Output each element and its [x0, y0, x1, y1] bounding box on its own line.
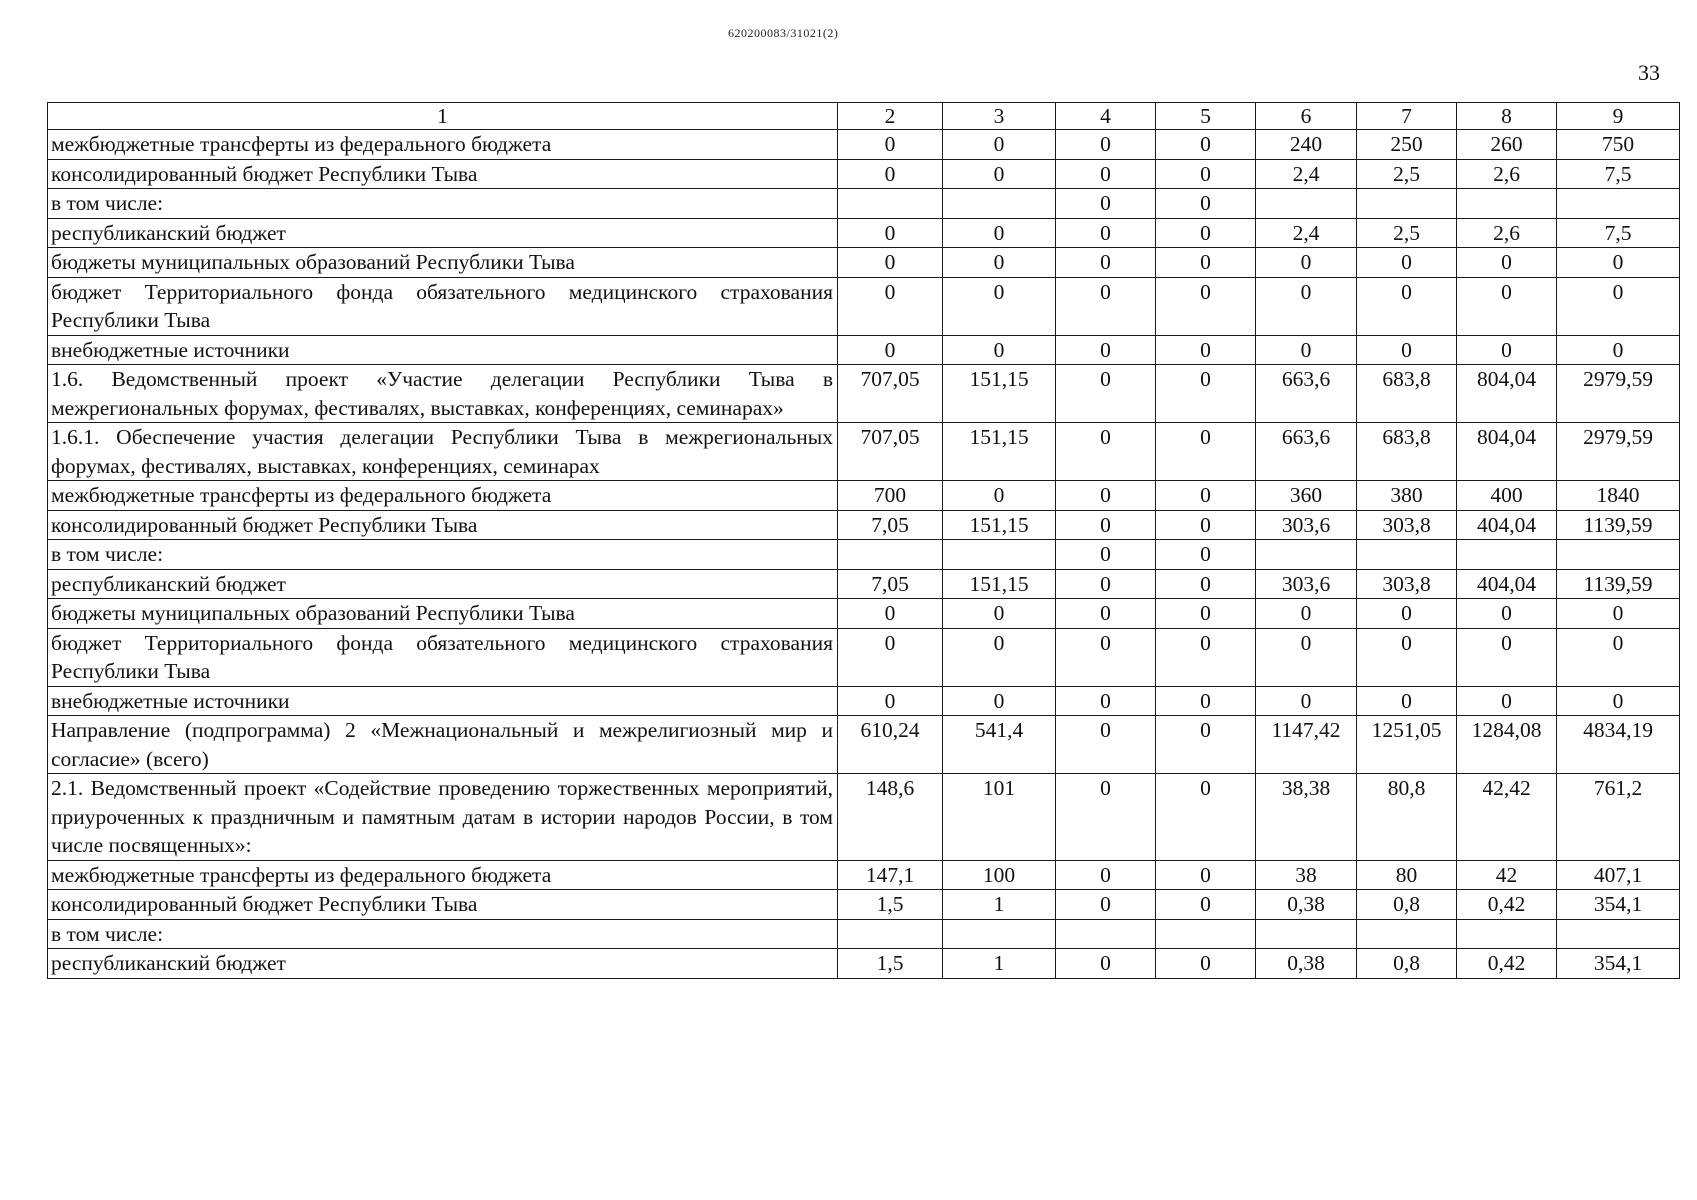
budget-table	[47, 102, 1680, 979]
table-body	[48, 103, 1680, 979]
table-row	[48, 189, 1680, 219]
value-cell: 0	[1256, 686, 1357, 716]
value-cell: 0	[1156, 189, 1256, 219]
value-cell: 0	[1056, 890, 1156, 920]
value-cell: 0	[1256, 628, 1357, 686]
value-cell: 0	[1557, 686, 1680, 716]
value-cell: 0	[1156, 628, 1256, 686]
row-label: консолидированный бюджет Республики Тыва	[48, 890, 838, 920]
value-cell	[1256, 919, 1357, 949]
row-label: консолидированный бюджет Республики Тыва	[48, 159, 838, 189]
value-cell: 0	[838, 335, 943, 365]
value-cell: 0	[943, 159, 1056, 189]
value-cell	[1357, 189, 1457, 219]
value-cell: 0	[1156, 277, 1256, 335]
value-cell: 0	[838, 159, 943, 189]
value-cell: 0	[1156, 365, 1256, 423]
value-cell: 0	[1357, 335, 1457, 365]
value-cell: 683,8	[1357, 423, 1457, 481]
value-cell: 151,15	[943, 569, 1056, 599]
table-row	[48, 628, 1680, 686]
value-cell: 0	[1557, 335, 1680, 365]
value-cell: 0,42	[1457, 890, 1557, 920]
value-cell: 0	[1357, 277, 1457, 335]
value-cell: 0	[1056, 599, 1156, 629]
value-cell: 0	[1156, 130, 1256, 160]
row-label: 1.6. Ведомственный проект «Участие делегации Республики Тыва в межрегиональных форумах, фестивалях, выставках, конференциях, семинарах»	[48, 365, 838, 423]
row-label: 2.1. Ведомственный проект «Содействие проведению торжественных мероприятий, приуроченных к праздничным и памятным датам в истории народов России, в том числе посвященных»:	[48, 774, 838, 861]
column-header: 1	[48, 103, 838, 130]
value-cell: 707,05	[838, 365, 943, 423]
value-cell: 750	[1557, 130, 1680, 160]
table-row	[48, 774, 1680, 861]
value-cell: 0	[838, 686, 943, 716]
value-cell: 804,04	[1457, 365, 1557, 423]
column-header: 4	[1056, 103, 1156, 130]
row-label: Направление (подпрограмма) 2 «Межнациональный и межрелигиозный мир и согласие» (всего)	[48, 716, 838, 774]
value-cell: 0	[1156, 335, 1256, 365]
column-header: 6	[1256, 103, 1357, 130]
value-cell: 0	[943, 218, 1056, 248]
value-cell: 0	[1457, 277, 1557, 335]
value-cell: 2,6	[1457, 159, 1557, 189]
value-cell: 0	[943, 628, 1056, 686]
value-cell: 7,5	[1557, 218, 1680, 248]
row-label: республиканский бюджет	[48, 569, 838, 599]
value-cell: 404,04	[1457, 569, 1557, 599]
value-cell: 700	[838, 481, 943, 511]
value-cell: 0	[1056, 335, 1156, 365]
value-cell: 0	[1357, 628, 1457, 686]
value-cell: 1284,08	[1457, 716, 1557, 774]
value-cell: 0	[1357, 599, 1457, 629]
value-cell: 0	[1056, 481, 1156, 511]
row-label: межбюджетные трансферты из федерального бюджета	[48, 130, 838, 160]
value-cell	[1357, 919, 1457, 949]
page-number: 33	[1638, 60, 1660, 85]
value-cell: 2,6	[1457, 218, 1557, 248]
value-cell: 0	[1256, 248, 1357, 278]
table-row	[48, 423, 1680, 481]
value-cell	[1056, 919, 1156, 949]
row-label: в том числе:	[48, 189, 838, 219]
value-cell: 610,24	[838, 716, 943, 774]
value-cell: 0	[1156, 540, 1256, 570]
table-row	[48, 919, 1680, 949]
value-cell: 354,1	[1557, 949, 1680, 979]
value-cell: 2,4	[1256, 159, 1357, 189]
value-cell: 0	[943, 277, 1056, 335]
row-label: республиканский бюджет	[48, 218, 838, 248]
row-label: бюджет Территориального фонда обязательного медицинского страхования Республики Тыва	[48, 628, 838, 686]
value-cell: 0	[1056, 569, 1156, 599]
value-cell: 0	[838, 218, 943, 248]
value-cell: 303,6	[1256, 510, 1357, 540]
value-cell	[1457, 540, 1557, 570]
table-row	[48, 365, 1680, 423]
value-cell: 404,04	[1457, 510, 1557, 540]
value-cell: 7,05	[838, 569, 943, 599]
value-cell	[943, 540, 1056, 570]
value-cell: 100	[943, 860, 1056, 890]
value-cell: 7,5	[1557, 159, 1680, 189]
value-cell: 0	[838, 130, 943, 160]
table-row	[48, 569, 1680, 599]
value-cell: 0	[1156, 774, 1256, 861]
value-cell: 1	[943, 890, 1056, 920]
value-cell: 354,1	[1557, 890, 1680, 920]
table-row	[48, 159, 1680, 189]
value-cell	[943, 919, 1056, 949]
value-cell: 7,05	[838, 510, 943, 540]
value-cell: 0	[1457, 599, 1557, 629]
value-cell: 0	[1156, 218, 1256, 248]
value-cell: 400	[1457, 481, 1557, 511]
value-cell: 0	[1056, 218, 1156, 248]
table-row	[48, 277, 1680, 335]
value-cell: 663,6	[1256, 423, 1357, 481]
value-cell: 0	[943, 686, 1056, 716]
table-row	[48, 248, 1680, 278]
value-cell: 151,15	[943, 510, 1056, 540]
value-cell: 683,8	[1357, 365, 1457, 423]
value-cell: 0	[1156, 949, 1256, 979]
value-cell: 38	[1256, 860, 1357, 890]
column-header: 3	[943, 103, 1056, 130]
value-cell: 761,2	[1557, 774, 1680, 861]
value-cell	[1156, 919, 1256, 949]
column-header: 5	[1156, 103, 1256, 130]
value-cell	[1457, 919, 1557, 949]
value-cell: 0	[1156, 716, 1256, 774]
value-cell: 0	[1357, 686, 1457, 716]
value-cell: 1147,42	[1256, 716, 1357, 774]
table-row	[48, 218, 1680, 248]
value-cell	[1557, 189, 1680, 219]
value-cell: 4834,19	[1557, 716, 1680, 774]
value-cell: 0	[1156, 569, 1256, 599]
row-label: бюджеты муниципальных образований Республики Тыва	[48, 599, 838, 629]
table-row	[48, 481, 1680, 511]
column-header: 7	[1357, 103, 1457, 130]
value-cell: 0	[943, 335, 1056, 365]
value-cell: 0	[1557, 248, 1680, 278]
value-cell	[1557, 540, 1680, 570]
value-cell: 0	[1156, 248, 1256, 278]
table-row	[48, 716, 1680, 774]
value-cell: 148,6	[838, 774, 943, 861]
value-cell: 303,8	[1357, 510, 1457, 540]
value-cell: 0	[1056, 774, 1156, 861]
value-cell: 0	[1056, 423, 1156, 481]
column-header: 9	[1557, 103, 1680, 130]
value-cell: 0	[943, 248, 1056, 278]
value-cell: 2,5	[1357, 159, 1457, 189]
row-label: республиканский бюджет	[48, 949, 838, 979]
value-cell: 303,6	[1256, 569, 1357, 599]
value-cell	[1457, 189, 1557, 219]
document-id: 620200083/31021(2)	[728, 26, 839, 40]
table-row	[48, 540, 1680, 570]
value-cell: 360	[1256, 481, 1357, 511]
value-cell: 0	[1156, 599, 1256, 629]
value-cell: 0	[1457, 628, 1557, 686]
table-row	[48, 599, 1680, 629]
row-label: межбюджетные трансферты из федерального бюджета	[48, 860, 838, 890]
value-cell: 0	[1056, 949, 1156, 979]
value-cell: 0	[1056, 130, 1156, 160]
value-cell: 2,5	[1357, 218, 1457, 248]
value-cell: 0	[1056, 716, 1156, 774]
value-cell: 0	[1156, 423, 1256, 481]
value-cell: 1251,05	[1357, 716, 1457, 774]
value-cell: 151,15	[943, 365, 1056, 423]
value-cell: 0	[838, 248, 943, 278]
column-header: 8	[1457, 103, 1557, 130]
table-row	[48, 860, 1680, 890]
value-cell: 42	[1457, 860, 1557, 890]
value-cell: 2979,59	[1557, 365, 1680, 423]
value-cell: 663,6	[1256, 365, 1357, 423]
value-cell: 0	[1056, 860, 1156, 890]
value-cell: 0	[1357, 248, 1457, 278]
value-cell: 0	[1056, 159, 1156, 189]
table-row	[48, 335, 1680, 365]
value-cell	[943, 189, 1056, 219]
value-cell: 2,4	[1256, 218, 1357, 248]
value-cell: 0,8	[1357, 890, 1457, 920]
value-cell: 0	[1056, 510, 1156, 540]
table-header-row	[48, 103, 1680, 130]
table-row	[48, 949, 1680, 979]
value-cell: 147,1	[838, 860, 943, 890]
value-cell: 0	[1156, 481, 1256, 511]
value-cell: 0	[1156, 860, 1256, 890]
table-row	[48, 890, 1680, 920]
value-cell: 0,38	[1256, 949, 1357, 979]
value-cell	[838, 540, 943, 570]
value-cell: 0,38	[1256, 890, 1357, 920]
value-cell: 0	[838, 599, 943, 629]
value-cell: 151,15	[943, 423, 1056, 481]
value-cell: 0	[1256, 335, 1357, 365]
value-cell: 1,5	[838, 949, 943, 979]
value-cell: 0	[1557, 599, 1680, 629]
value-cell	[1256, 189, 1357, 219]
value-cell: 101	[943, 774, 1056, 861]
value-cell: 380	[1357, 481, 1457, 511]
value-cell: 0	[1056, 628, 1156, 686]
row-label: консолидированный бюджет Республики Тыва	[48, 510, 838, 540]
value-cell: 0	[1156, 159, 1256, 189]
table-row	[48, 510, 1680, 540]
table-row	[48, 130, 1680, 160]
value-cell: 0	[1056, 365, 1156, 423]
value-cell: 0	[1156, 510, 1256, 540]
value-cell: 0	[1056, 686, 1156, 716]
value-cell: 0	[943, 599, 1056, 629]
value-cell: 0	[1457, 686, 1557, 716]
value-cell: 0	[1056, 540, 1156, 570]
value-cell: 0	[1256, 277, 1357, 335]
value-cell: 38,38	[1256, 774, 1357, 861]
value-cell: 1840	[1557, 481, 1680, 511]
value-cell: 1139,59	[1557, 569, 1680, 599]
value-cell: 0	[838, 277, 943, 335]
value-cell: 0	[1156, 686, 1256, 716]
value-cell: 260	[1457, 130, 1557, 160]
value-cell: 0	[1457, 335, 1557, 365]
table-row	[48, 686, 1680, 716]
value-cell	[838, 189, 943, 219]
value-cell: 804,04	[1457, 423, 1557, 481]
value-cell: 0,8	[1357, 949, 1457, 979]
row-label: бюджеты муниципальных образований Республики Тыва	[48, 248, 838, 278]
value-cell: 80,8	[1357, 774, 1457, 861]
value-cell: 0	[1056, 248, 1156, 278]
row-label: 1.6.1. Обеспечение участия делегации Республики Тыва в межрегиональных форумах, фестивалях, выставках, конференциях, семинарах	[48, 423, 838, 481]
value-cell: 1139,59	[1557, 510, 1680, 540]
row-label: внебюджетные источники	[48, 335, 838, 365]
value-cell: 250	[1357, 130, 1457, 160]
value-cell: 0,42	[1457, 949, 1557, 979]
value-cell	[838, 919, 943, 949]
row-label: внебюджетные источники	[48, 686, 838, 716]
value-cell: 2979,59	[1557, 423, 1680, 481]
value-cell: 0	[838, 628, 943, 686]
value-cell: 0	[1056, 189, 1156, 219]
row-label: бюджет Территориального фонда обязательного медицинского страхования Республики Тыва	[48, 277, 838, 335]
value-cell	[1357, 540, 1457, 570]
value-cell: 0	[943, 481, 1056, 511]
value-cell: 0	[1557, 628, 1680, 686]
value-cell: 541,4	[943, 716, 1056, 774]
value-cell: 303,8	[1357, 569, 1457, 599]
row-label: в том числе:	[48, 919, 838, 949]
value-cell: 0	[1457, 248, 1557, 278]
value-cell: 407,1	[1557, 860, 1680, 890]
value-cell	[1256, 540, 1357, 570]
value-cell: 0	[1557, 277, 1680, 335]
value-cell: 0	[943, 130, 1056, 160]
row-label: межбюджетные трансферты из федерального бюджета	[48, 481, 838, 511]
value-cell: 42,42	[1457, 774, 1557, 861]
value-cell: 0	[1256, 599, 1357, 629]
column-header: 2	[838, 103, 943, 130]
value-cell: 1	[943, 949, 1056, 979]
value-cell: 80	[1357, 860, 1457, 890]
row-label: в том числе:	[48, 540, 838, 570]
value-cell	[1557, 919, 1680, 949]
value-cell: 240	[1256, 130, 1357, 160]
value-cell: 0	[1156, 890, 1256, 920]
value-cell: 0	[1056, 277, 1156, 335]
value-cell: 707,05	[838, 423, 943, 481]
value-cell: 1,5	[838, 890, 943, 920]
